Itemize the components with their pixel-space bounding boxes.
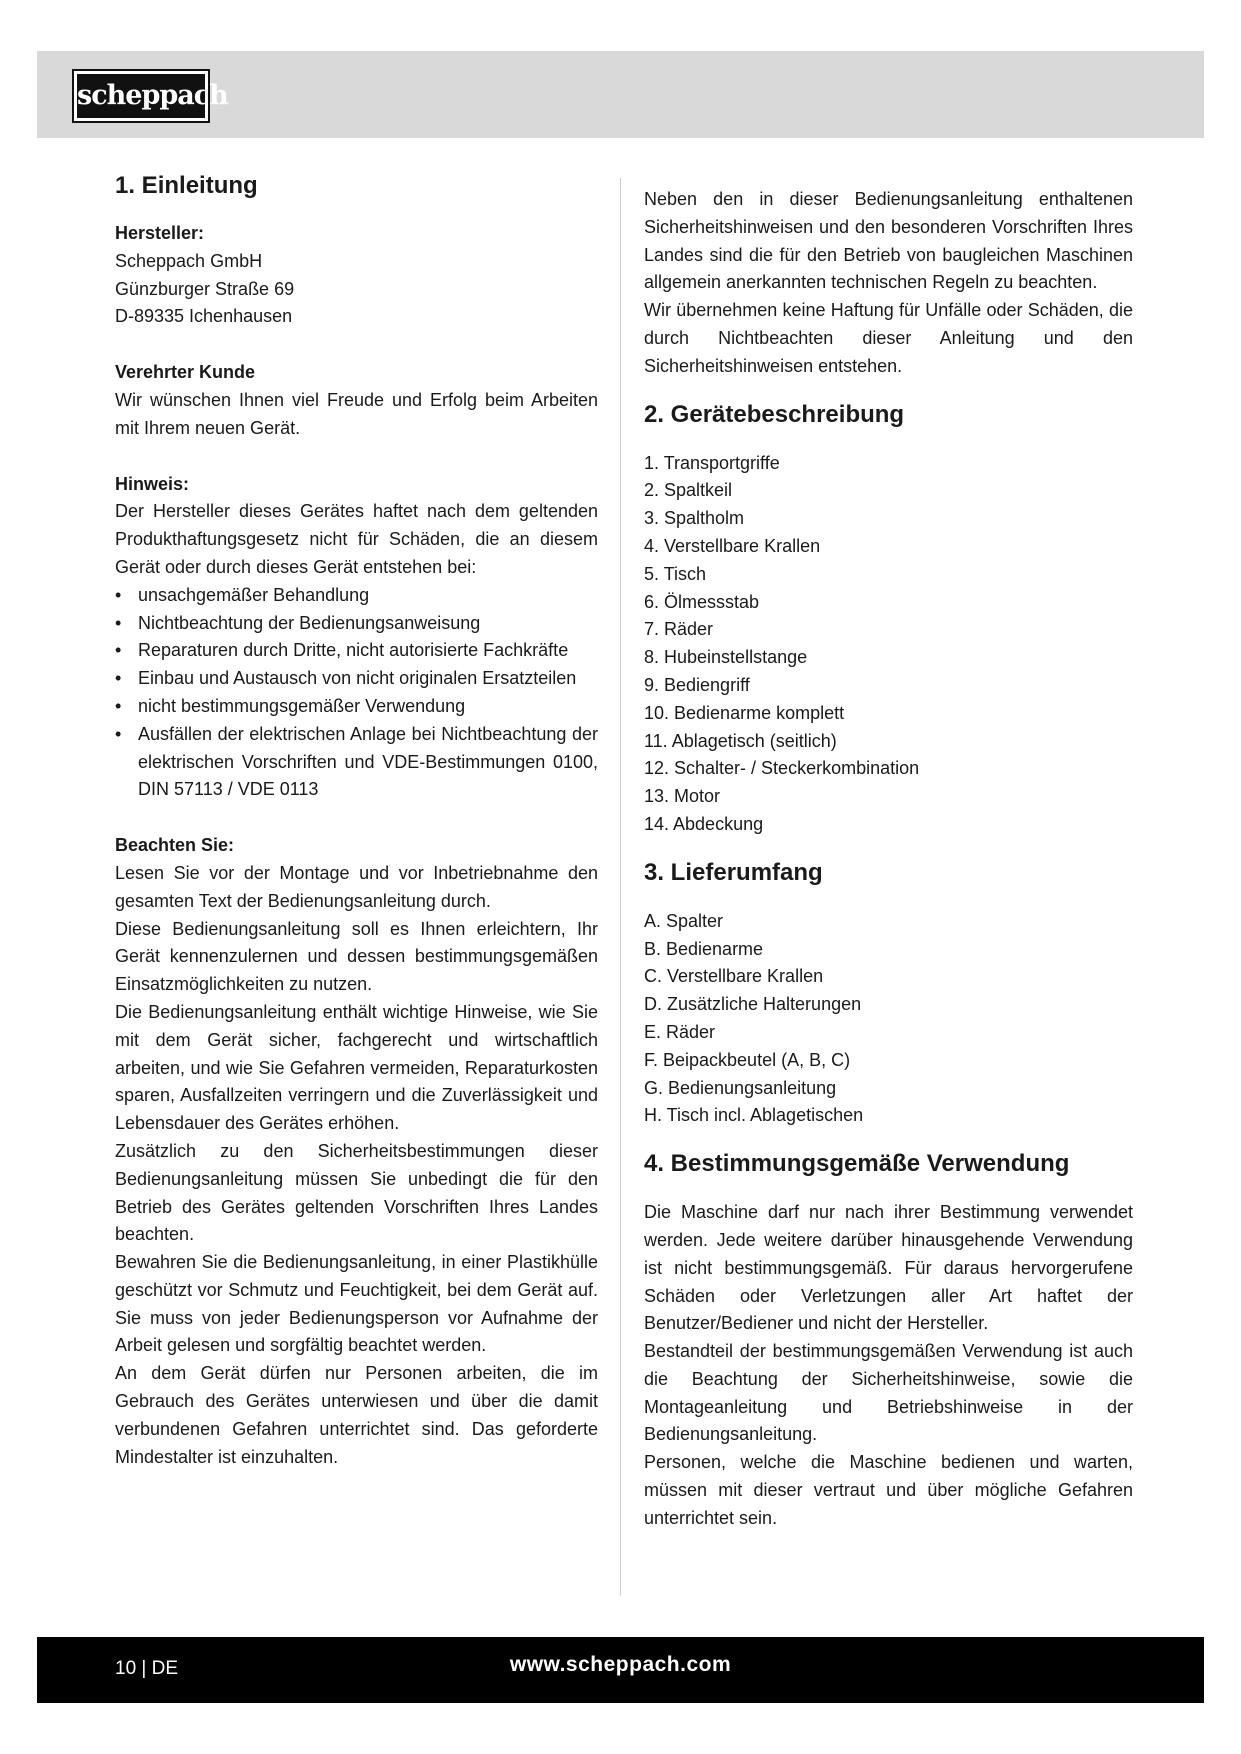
list-item: F. Beipackbeutel (A, B, C) [644, 1049, 851, 1070]
list-item: 6. Ölmessstab [644, 591, 760, 612]
list-item: 8. Hubeinstellstange [644, 647, 808, 668]
list-item: 2. Spaltkeil [644, 480, 733, 501]
list-item: 7. Räder [644, 619, 714, 640]
list-item: 11. Ablagetisch (seitlich) [644, 730, 837, 751]
notice-label: Hinweis: [115, 473, 190, 494]
list-item: 3. Spaltholm [644, 508, 745, 529]
observe-paragraph: Diese Bedienungsanleitung soll es Ihnen erleichtern, Ihr Gerät kennenzulernen und dessen bestimmungsgemäßen Einsatzmöglichkeiten zu nutzen. [115, 918, 598, 995]
list-item: • unsachgemäßer Behandlung [115, 582, 598, 610]
observe-paragraph: Die Bedienungsanleitung enthält wichtige Hinweise, wie Sie mit dem Gerät sicher, fachgerecht und wirtschaftlich arbeiten, und wie Sie Gefahren vermeiden, Reparaturkosten sparen, Ausfallzeiten verringern und die Zuverlässigkeit und Lebensdauer des Gerätes erhöhen. [115, 1001, 598, 1134]
intro-paragraph: Neben den in dieser Bedienungsanleitung enthaltenen Sicherheitshinweisen und den besonderen Vorschriften Ihres Landes sind die für den Betrieb von baugleichen Maschinen allgemein anerkannten technischen Regeln zu beachten. [644, 189, 1133, 293]
usage-paragraph: Bestandteil der bestimmungsgemäßen Verwendung ist auch die Beachtung der Sicherheitshinweise, sowie die Montageanleitung und Betriebshinweise in der Bedienungsanleitung. [644, 1341, 1133, 1445]
list-item: A. Spalter [644, 910, 724, 931]
section-3-title: 3. Lieferumfang [644, 858, 823, 886]
customer-text: Wir wünschen Ihnen viel Freude und Erfolg beim Arbeiten mit Ihrem neuen Gerät. [115, 389, 598, 438]
observe-paragraph: Zusätzlich zu den Sicherheitsbestimmungen dieser Bedienungsanleitung müssen Sie unbedingt die für den Betrieb des Gerätes geltenden Vorschriften Ihres Landes beachten. [115, 1140, 598, 1245]
notice-text: Der Hersteller dieses Gerätes haftet nach dem geltenden Produkthaftungsgesetz nicht für Schäden, die an diesem Gerät oder durch dieses Gerät entstehen bei: [115, 501, 598, 577]
list-item: • nicht bestimmungsgemäßer Verwendung [115, 693, 598, 721]
left-column [115, 170, 598, 1471]
customer-label: Verehrter Kunde [115, 362, 256, 383]
list-item: 5. Tisch [644, 563, 707, 584]
list-item: 1. Transportgriffe [644, 452, 780, 473]
notice-bullet-list [115, 582, 598, 804]
list-item: E. Räder [644, 1021, 716, 1042]
list-item: 9. Bediengriff [644, 674, 750, 695]
list-item: 10. Bedienarme komplett [644, 702, 845, 723]
website-link[interactable]: www.scheppach.com [509, 1653, 732, 1676]
section-4-title: 4. Bestimmungsgemäße Verwendung [644, 1150, 1070, 1178]
footer-bar [37, 1637, 1204, 1703]
observe-label: Beachten Sie: [115, 835, 235, 856]
list-item: 12. Schalter- / Steckerkombination [644, 758, 920, 779]
manufacturer-line: Günzburger Straße 69 [115, 278, 295, 299]
list-item: G. Bedienungsanleitung [644, 1077, 837, 1098]
usage-paragraph: Personen, welche die Maschine bedienen und warten, müssen mit dieser vertraut und über mögliche Gefahren unterrichtet sein. [644, 1452, 1133, 1528]
scheppach-logo: scheppach [74, 71, 208, 121]
section-1-title: 1. Einleitung [115, 172, 258, 199]
list-item: 13. Motor [644, 786, 721, 807]
list-item: • Ausfällen der elektrischen Anlage bei Nichtbeachtung der elektrischen Vorschriften und VDE-Bestimmungen 0100, DIN 57113 / VDE 0113 [115, 721, 598, 804]
list-item: • Nichtbeachtung der Bedienungsanweisung [115, 610, 598, 638]
right-column [644, 170, 1133, 1533]
parts-list [644, 450, 1133, 839]
page-number: 10 | DE [115, 1658, 179, 1679]
list-item: H. Tisch incl. Ablagetischen [644, 1105, 864, 1126]
observe-paragraph: Bewahren Sie die Bedienungsanleitung, in einer Plastikhülle geschützt vor Schmutz und Feuchtigkeit, bei dem Gerät auf. Sie muss von jeder Bedienungsperson vor Aufnahme der Arbeit gelesen und sorgfältig beachtet werden. [115, 1252, 598, 1356]
list-item: • Einbau und Austausch von nicht originalen Ersatzteilen [115, 665, 598, 693]
manufacturer-line: Scheppach GmbH [115, 250, 263, 271]
list-item: • Reparaturen durch Dritte, nicht autorisierte Fachkräfte [115, 637, 598, 665]
list-item: C. Verstellbare Krallen [644, 966, 824, 987]
list-item: D. Zusätzliche Halterungen [644, 994, 862, 1015]
manufacturer-label: Hersteller: [115, 223, 205, 243]
observe-paragraph: An dem Gerät dürfen nur Personen arbeiten, die im Gebrauch des Gerätes unterwiesen und über die damit verbundenen Gefahren unterrichtet sind. Das geforderte Mindestalter ist einzuhalten. [115, 1363, 598, 1467]
column-divider [620, 178, 621, 1596]
intro-paragraph: Wir übernehmen keine Haftung für Unfälle oder Schäden, die durch Nichtbeachten dieser Anleitung und den Sicherheitshinweisen entstehen. [644, 300, 1133, 376]
delivery-list [644, 908, 1133, 1130]
observe-paragraph: Lesen Sie vor der Montage und vor Inbetriebnahme den gesamten Text der Bedienungsanleitung durch. [115, 862, 598, 911]
usage-paragraph: Die Maschine darf nur nach ihrer Bestimmung verwendet werden. Jede weitere darüber hinausgehende Verwendung ist nicht bestimmungsgemäß. Für daraus hervorgerufene Schäden oder Verletzungen aller Art haftet der Benutzer/Bediener und nicht der Hersteller. [644, 1202, 1133, 1334]
manufacturer-line: D-89335 Ichenhausen [115, 306, 293, 327]
header-band [37, 51, 1204, 138]
list-item: 14. Abdeckung [644, 813, 764, 834]
section-2-title: 2. Gerätebeschreibung [644, 400, 905, 428]
list-item: B. Bedienarme [644, 938, 764, 959]
list-item: 4. Verstellbare Krallen [644, 535, 821, 556]
